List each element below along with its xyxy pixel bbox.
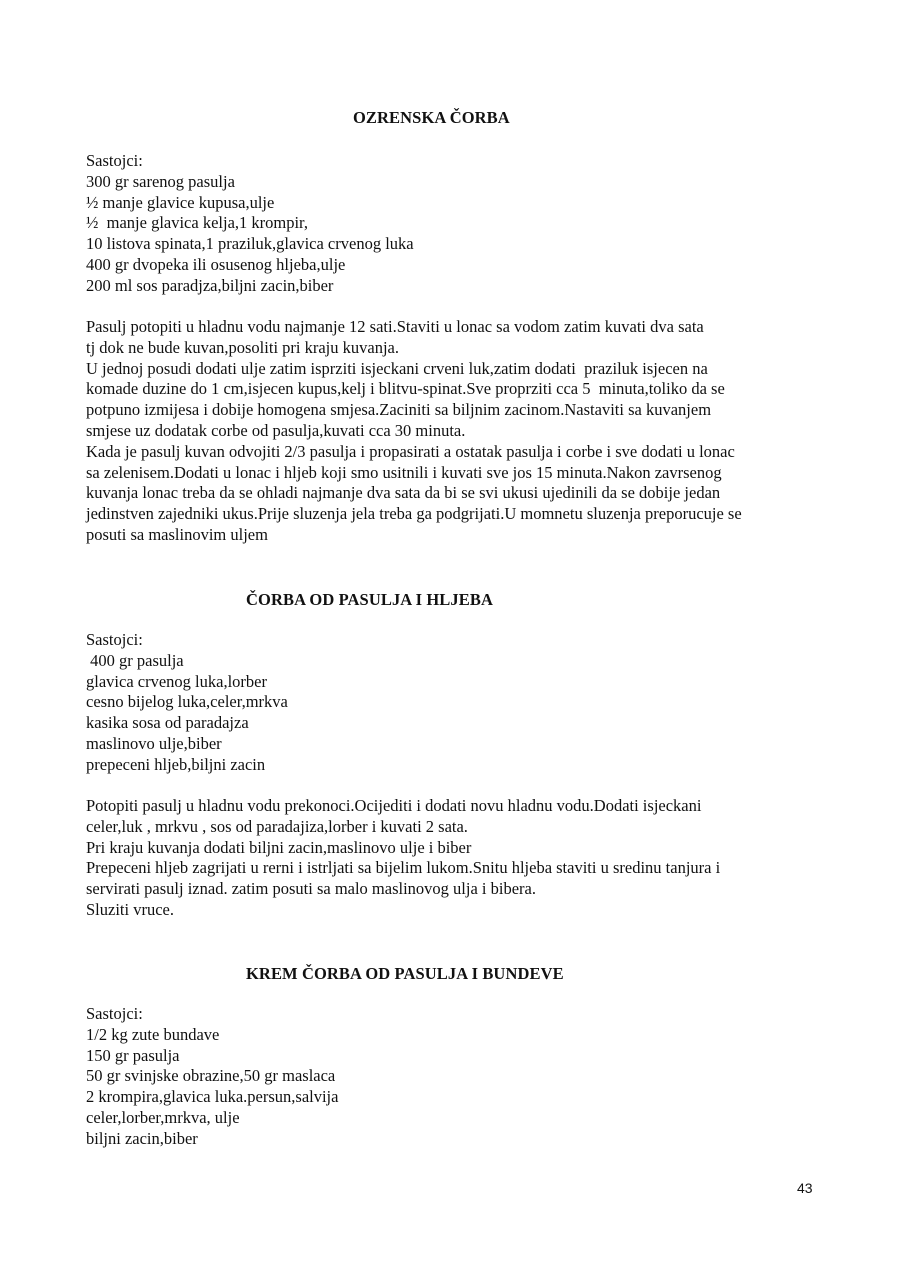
ingredient-item: 400 gr pasulja — [86, 650, 184, 670]
ingredients-list — [86, 151, 414, 297]
ingredient-item: 300 gr sarenog pasulja — [86, 171, 235, 191]
instruction-line: Pasulj potopiti u hladnu vodu najmanje 12 sati.Staviti u lonac sa vodom zatim kuvati dva sata — [86, 317, 704, 336]
page-number: 43 — [797, 1180, 813, 1196]
ingredient-item: 1/2 kg zute bundave — [86, 1024, 220, 1044]
ingredients-heading: Sastojci: — [86, 630, 143, 649]
instruction-line: servirati pasulj iznad. zatim posuti sa malo maslinovog ulja i bibera. — [86, 879, 536, 899]
ingredient-item: kasika sosa od paradajza — [86, 713, 249, 733]
ingredient-item: glavica crvenog luka,lorber — [86, 671, 267, 691]
recipe-title-krem-corba: KREM ČORBA OD PASULJA I BUNDEVE — [246, 964, 564, 983]
instruction-line: jedinstven zajedniki ukus.Prije sluzenja jela treba ga podgrijati.U momnetu sluzenja preporucuje se — [86, 504, 742, 524]
instruction-line: celer,luk , mrkvu , sos od paradajiza,lorber i kuvati 2 sata. — [86, 816, 468, 836]
ingredient-item: ½ manje glavica kelja,1 krompir, — [86, 213, 309, 233]
instruction-line: smjese uz dodatak corbe od pasulja,kuvati cca 30 minuta. — [86, 420, 466, 440]
ingredients-list — [86, 630, 288, 776]
ingredient-item: 150 gr pasulja — [86, 1045, 180, 1065]
instruction-line: Pri kraju kuvanja dodati biljni zacin,maslinovo ulje i biber — [86, 837, 472, 857]
instruction-line: Sluziti vruce. — [86, 899, 174, 919]
instruction-line: potpuno izmijesa i dobije homogena smjesa.Zaciniti sa biljnim zacinom.Nastaviti sa kuvanjem — [86, 400, 712, 420]
ingredient-item: cesno bijelog luka,celer,mrkva — [86, 692, 288, 712]
instruction-line: Potopiti pasulj u hladnu vodu prekonoci.Ocijediti i dodati novu hladnu vodu.Dodati isjeckani — [86, 796, 702, 815]
instruction-line: posuti sa maslinovim uljem — [86, 524, 268, 544]
instruction-line: tj dok ne bude kuvan,posoliti pri kraju kuvanja. — [86, 337, 399, 357]
instruction-line: kuvanja lonac treba da se ohladi najmanje dva sata da bi se svi ukusi ujedinili da se dobije jedan — [86, 483, 721, 503]
instruction-line: Prepeceni hljeb zagrijati u rerni i istrljati sa bijelim lukom.Snitu hljeba staviti u sredinu tanjura i — [86, 858, 721, 878]
instruction-line: sa zelenisem.Dodati u lonac i hljeb koji smo usitnili i kuvati sve jos 15 minuta.Nakon zavrsenog — [86, 462, 722, 482]
instruction-line: komade duzine do 1 cm,isjecen kupus,kelj i blitvu-spinat.Sve proprziti cca 5 minuta,toliko da se — [86, 379, 725, 399]
ingredient-item: biljni zacin,biber — [86, 1128, 198, 1148]
instruction-line: U jednoj posudi dodati ulje zatim isprziti isjeckani crveni luk,zatim dodati praziluk isjecen na — [86, 358, 708, 378]
ingredient-item: celer,lorber,mrkva, ulje — [86, 1107, 240, 1127]
ingredients-list — [86, 1004, 338, 1150]
instructions-paragraph — [86, 796, 720, 921]
ingredient-item: 2 krompira,glavica luka.persun,salvija — [86, 1087, 339, 1107]
ingredient-item: 200 ml sos paradjza,biljni zacin,biber — [86, 275, 334, 295]
ingredient-item: prepeceni hljeb,biljni zacin — [86, 754, 266, 774]
ingredient-item: 50 gr svinjske obrazine,50 gr maslaca — [86, 1066, 336, 1086]
recipe-title-corba-od-pasulja-i-hljeba: ČORBA OD PASULJA I HLJEBA — [246, 590, 493, 609]
instructions-paragraph — [86, 317, 742, 546]
ingredient-item: maslinovo ulje,biber — [86, 733, 222, 753]
instruction-line: Kada je pasulj kuvan odvojiti 2/3 pasulja i propasirati a ostatak pasulja i corbe i sve dodati u lonac — [86, 441, 735, 461]
ingredient-item: ½ manje glavice kupusa,ulje — [86, 192, 275, 212]
ingredient-item: 10 listova spinata,1 praziluk,glavica crvenog luka — [86, 234, 414, 254]
recipe-title-ozrenska-corba: OZRENSKA ČORBA — [353, 108, 510, 127]
ingredient-item: 400 gr dvopeka ili osusenog hljeba,ulje — [86, 254, 346, 274]
ingredients-heading: Sastojci: — [86, 151, 143, 170]
ingredients-heading: Sastojci: — [86, 1004, 143, 1023]
